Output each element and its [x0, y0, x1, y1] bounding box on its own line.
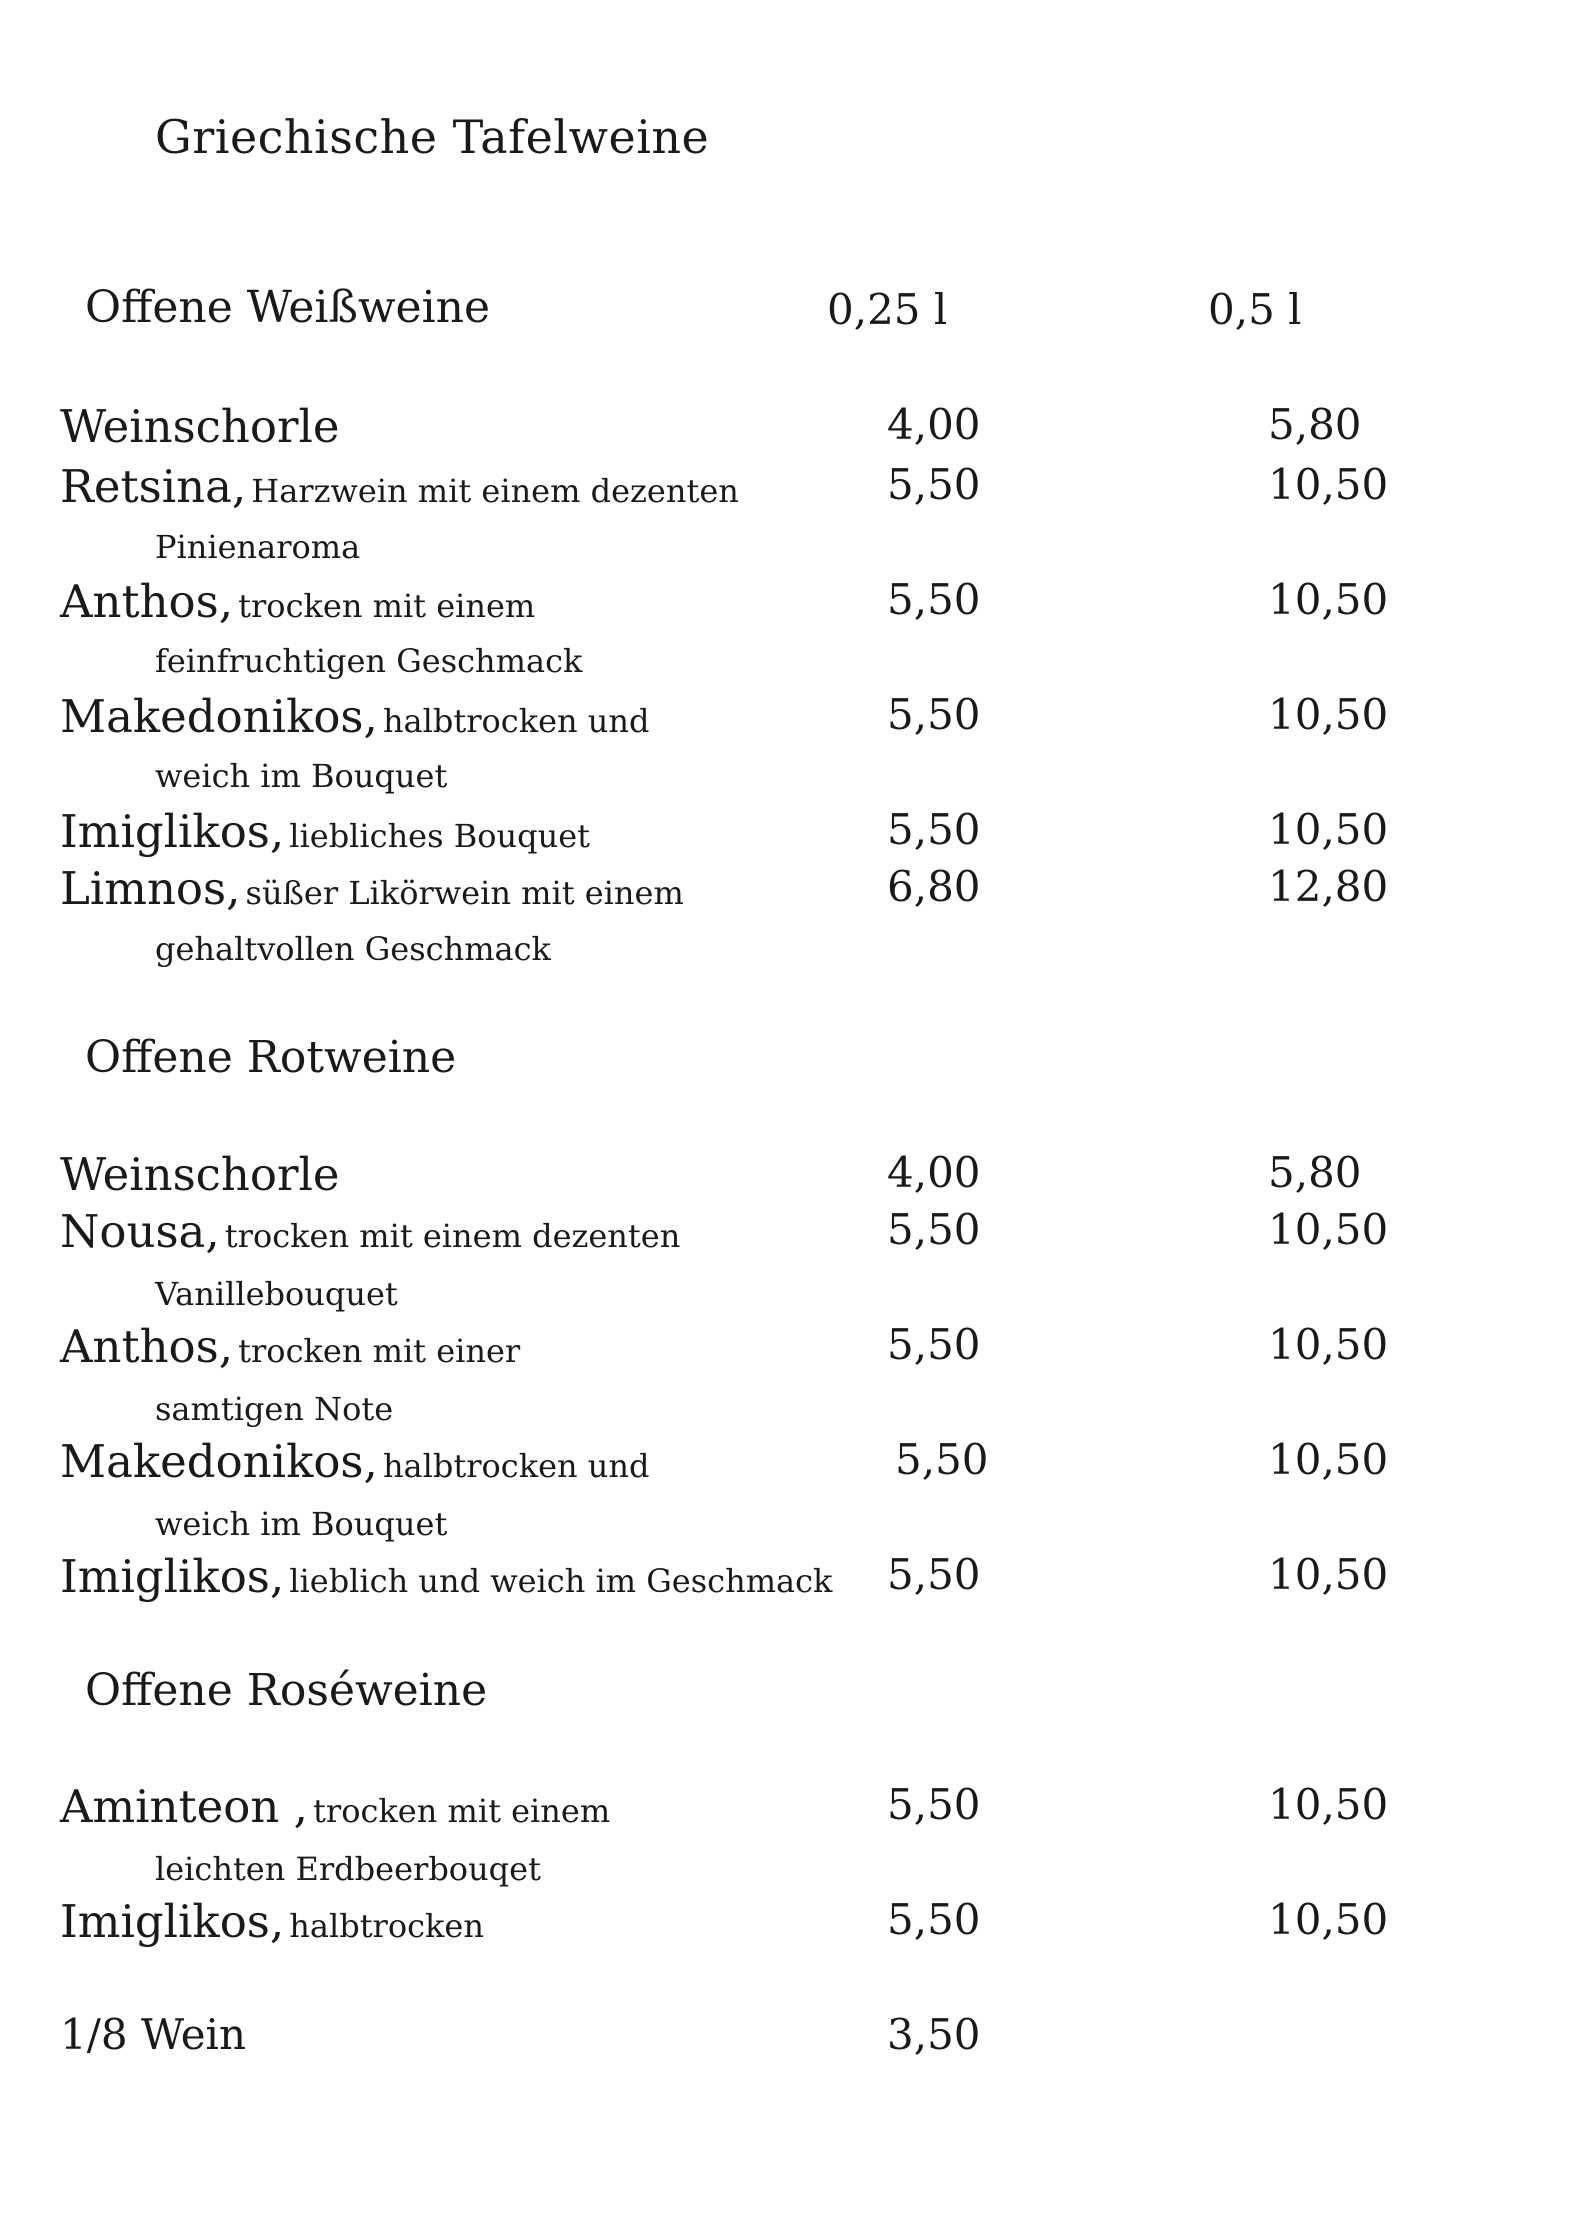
- price-large: 5,80: [1268, 1148, 1362, 1197]
- price-large: 10,50: [1268, 1895, 1389, 1944]
- price-large: 10,50: [1268, 460, 1389, 509]
- wine-name: Makedonikos,: [60, 1435, 378, 1488]
- price-small: 5,50: [887, 460, 981, 509]
- price-small: 5,50: [887, 1895, 981, 1944]
- wine-name: Imiglikos,: [60, 1550, 285, 1603]
- menu-item: [60, 1435, 1520, 1495]
- price-large: 12,80: [1268, 862, 1389, 911]
- price-small: 4,00: [887, 1148, 981, 1197]
- price-small: 6,80: [887, 862, 981, 911]
- wine-description-continued: Pinienaroma: [155, 528, 361, 566]
- wine-description: halbtrocken und: [382, 702, 650, 740]
- price-large: 5,80: [1268, 400, 1362, 449]
- menu-item: [60, 460, 1520, 520]
- price-small: 5,50: [887, 1780, 981, 1829]
- price-small: 5,50: [887, 1550, 981, 1599]
- wine-name: Anthos,: [60, 575, 234, 628]
- page-title: Griechische Tafelweine: [155, 110, 710, 164]
- wine-description: lieblich und weich im Geschmack: [289, 1562, 833, 1600]
- price-small: 5,50: [895, 1435, 989, 1484]
- wine-description-continued: weich im Bouquet: [155, 757, 448, 795]
- wine-name: Nousa,: [60, 1205, 220, 1258]
- wine-name: Imiglikos,: [60, 805, 285, 858]
- section-heading-weissweine: Offene Weißweine: [85, 282, 491, 333]
- menu-item: [60, 1550, 1520, 1610]
- wine-description: trocken mit einem dezenten: [224, 1217, 681, 1255]
- column-header-large: 0,5 l: [1208, 285, 1302, 334]
- column-header-small: 0,25 l: [827, 285, 948, 334]
- price-small: 5,50: [887, 575, 981, 624]
- price-small: 5,50: [887, 805, 981, 854]
- wine-description-continued: Vanillebouquet: [155, 1275, 398, 1313]
- price-small: 4,00: [887, 400, 981, 449]
- wine-description: trocken mit einem: [313, 1792, 611, 1830]
- wine-description: süßer Likörwein mit einem: [245, 874, 684, 912]
- wine-name: Makedonikos,: [60, 690, 378, 743]
- price-large: 10,50: [1268, 1780, 1389, 1829]
- price-small: 3,50: [887, 2010, 981, 2059]
- menu-item: [60, 1895, 1520, 1955]
- wine-description-continued: samtigen Note: [155, 1390, 394, 1428]
- wine-name: Aminteon ,: [60, 1780, 308, 1833]
- menu-item: [60, 575, 1520, 635]
- menu-item: [60, 400, 1520, 460]
- price-small: 5,50: [887, 1205, 981, 1254]
- price-large: 10,50: [1268, 1550, 1389, 1599]
- price-large: 10,50: [1268, 1435, 1389, 1484]
- price-small: 5,50: [887, 690, 981, 739]
- menu-item: [60, 805, 1520, 865]
- wine-name: 1/8 Wein: [60, 2010, 247, 2059]
- wine-description-continued: feinfruchtigen Geschmack: [155, 642, 583, 680]
- wine-description-continued: gehaltvollen Geschmack: [155, 930, 551, 968]
- price-large: 10,50: [1268, 1205, 1389, 1254]
- menu-item: [60, 862, 1520, 922]
- section-heading-roseweine: Offene Roséweine: [85, 1665, 488, 1716]
- menu-item: [60, 1205, 1520, 1265]
- wine-description: halbtrocken: [289, 1907, 484, 1945]
- menu-item: [60, 1320, 1520, 1380]
- wine-description: trocken mit einem: [238, 587, 536, 625]
- wine-description: Harzwein mit einem dezenten: [251, 472, 739, 510]
- menu-item: [60, 690, 1520, 750]
- wine-name: Anthos,: [60, 1320, 234, 1373]
- wine-name: Imiglikos,: [60, 1895, 285, 1948]
- wine-description-continued: weich im Bouquet: [155, 1505, 448, 1543]
- wine-name: Limnos,: [60, 862, 241, 915]
- price-large: 10,50: [1268, 1320, 1389, 1369]
- menu-item: [60, 1780, 1520, 1840]
- wine-name: Retsina,: [60, 460, 247, 513]
- price-large: 10,50: [1268, 690, 1389, 739]
- wine-description: liebliches Bouquet: [289, 817, 590, 855]
- wine-name: Weinschorle: [60, 400, 340, 453]
- menu-item-eighth-liter: [60, 2010, 1520, 2070]
- price-large: 10,50: [1268, 575, 1389, 624]
- wine-name: Weinschorle: [60, 1148, 340, 1201]
- menu-item: [60, 1148, 1520, 1208]
- wine-description: halbtrocken und: [382, 1447, 650, 1485]
- price-large: 10,50: [1268, 805, 1389, 854]
- price-small: 5,50: [887, 1320, 981, 1369]
- wine-description: trocken mit einer: [238, 1332, 521, 1370]
- section-heading-rotweine: Offene Rotweine: [85, 1032, 457, 1083]
- wine-description-continued: leichten Erdbeerbouqet: [155, 1850, 541, 1888]
